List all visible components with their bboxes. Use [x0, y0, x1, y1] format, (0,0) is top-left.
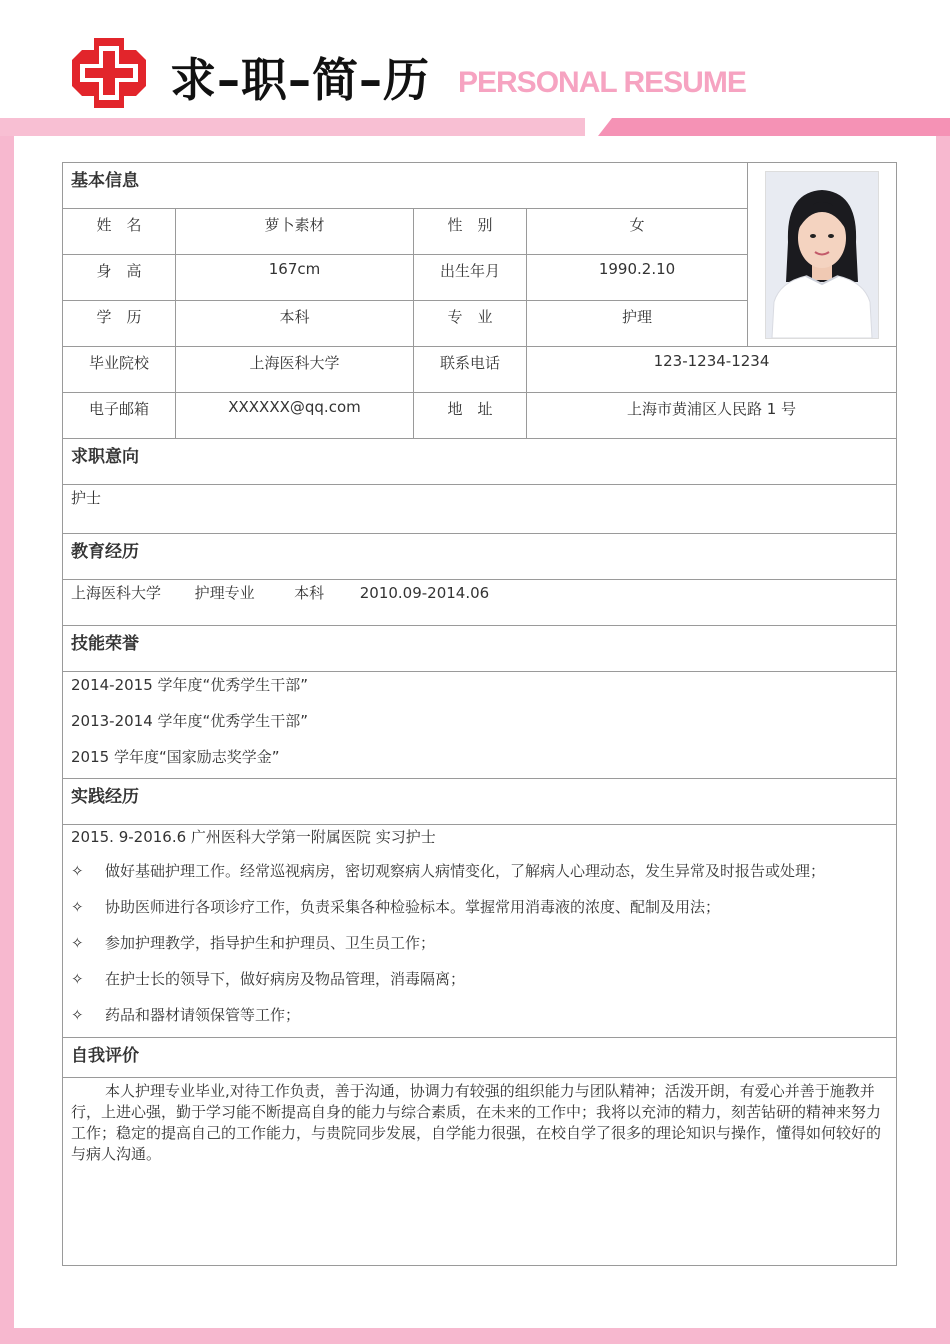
label-height: 身 高 — [63, 255, 176, 301]
value-email: XXXXXX@qq.com — [176, 393, 414, 439]
practice-item — [63, 896, 896, 932]
self-evaluation-text: 本人护理专业毕业,对待工作负责，善于沟通，协调力有较强的组织能力与团队精神；活泼开朗，有爱心并善于施教并行，上进心强，勤于学习能不断提高自身的能力与综合素质，在未来的工作中；我将以充沛的精力，刻苦钻研的精神来努力工作；稳定的提高自己的工作能力，与贵院同步发展，自学能力很强，在校自学了很多的理论知识与操作，懂得如何较好的与病人沟通。 — [71, 1082, 882, 1163]
section-title-intent: 求职意向 — [63, 439, 897, 485]
section-title-self: 自我评价 — [63, 1038, 897, 1078]
practice-item-text: 参加护理教学，指导护生和护理员、卫生员工作； — [105, 934, 436, 952]
section-title-honors: 技能荣誉 — [63, 626, 897, 672]
practice-item — [63, 1004, 896, 1034]
section-title-basic: 基本信息 — [63, 163, 748, 209]
bullet-icon: ✧ — [71, 1006, 84, 1024]
honor-item: 2014-2015 学年度“优秀学生干部” — [71, 676, 309, 694]
education-school: 上海医科大学 — [71, 584, 162, 602]
bullet-icon: ✧ — [71, 970, 84, 988]
label-name: 姓 名 — [63, 209, 176, 255]
section-title-education: 教育经历 — [63, 534, 897, 580]
label-phone: 联系电话 — [414, 347, 527, 393]
honors-list — [63, 672, 897, 779]
header — [0, 0, 950, 118]
practice-item-text: 药品和器材请领保管等工作； — [105, 1006, 301, 1024]
label-address: 地 址 — [414, 393, 527, 439]
practice-list — [63, 825, 897, 1038]
label-education: 学 历 — [63, 301, 176, 347]
education-degree: 本科 — [294, 584, 325, 602]
practice-item-text: 协助医师进行各项诊疗工作，负责采集各种检验标本。掌握常用消毒液的浓度、配制及用法； — [105, 898, 721, 916]
value-address: 上海市黄浦区人民路 1 号 — [527, 393, 897, 439]
resume-title: 求–职–简–历 — [170, 53, 430, 107]
honor-item: 2013-2014 学年度“优秀学生干部” — [71, 712, 309, 730]
value-education: 本科 — [176, 301, 414, 347]
resume-table — [62, 162, 897, 1266]
value-name: 萝卜素材 — [176, 209, 414, 255]
practice-heading: 2015. 9-2016.6 广州医科大学第一附属医院 实习护士 — [71, 828, 436, 846]
intent-value: 护士 — [63, 485, 897, 534]
red-cross-icon — [70, 36, 148, 110]
bullet-icon: ✧ — [71, 934, 84, 952]
section-title-practice: 实践经历 — [63, 779, 897, 825]
bullet-icon: ✧ — [71, 898, 84, 916]
label-birth: 出生年月 — [414, 255, 527, 301]
label-email: 电子邮箱 — [63, 393, 176, 439]
value-major: 护理 — [527, 301, 748, 347]
bullet-icon: ✧ — [71, 862, 84, 880]
header-band-left — [0, 118, 585, 136]
practice-item — [63, 860, 896, 896]
practice-item — [63, 932, 896, 968]
honor-item: 2015 学年度“国家励志奖学金” — [71, 748, 280, 766]
education-row — [63, 580, 897, 626]
photo-cell — [748, 163, 897, 347]
value-gender: 女 — [527, 209, 748, 255]
label-major: 专 业 — [414, 301, 527, 347]
header-band-right — [598, 118, 950, 136]
resume-subtitle: PERSONAL RESUME — [458, 66, 746, 99]
value-phone: 123-1234-1234 — [527, 347, 897, 393]
practice-item — [63, 968, 896, 1004]
label-gender: 性 别 — [414, 209, 527, 255]
value-height: 167cm — [176, 255, 414, 301]
label-school: 毕业院校 — [63, 347, 176, 393]
self-evaluation-cell — [63, 1078, 897, 1266]
value-birth: 1990.2.10 — [527, 255, 748, 301]
value-school: 上海医科大学 — [176, 347, 414, 393]
practice-item-text: 在护士长的领导下，做好病房及物品管理，消毒隔离； — [105, 970, 466, 988]
profile-photo — [765, 171, 879, 339]
education-period: 2010.09-2014.06 — [359, 584, 490, 602]
practice-item-text: 做好基础护理工作。经常巡视病房，密切观察病人病情变化，了解病人心理动态，发生异常及时报告或处理； — [105, 862, 826, 880]
education-major: 护理专业 — [194, 584, 255, 602]
